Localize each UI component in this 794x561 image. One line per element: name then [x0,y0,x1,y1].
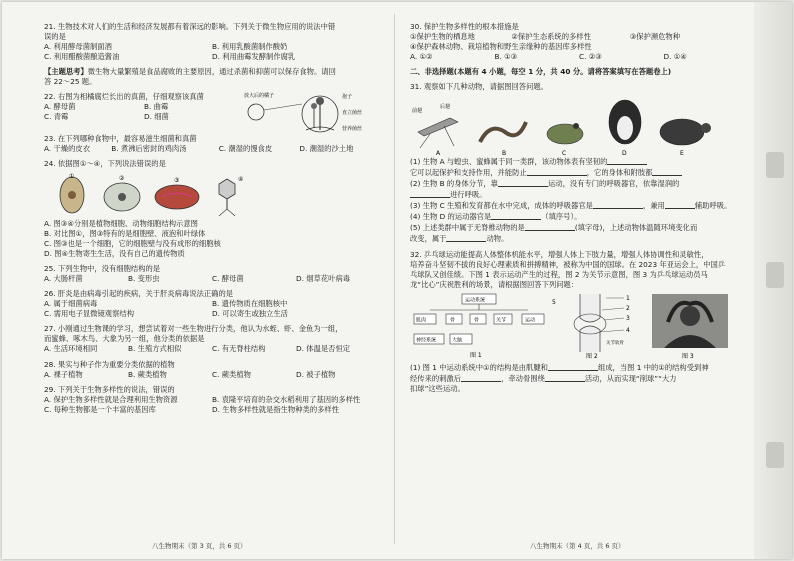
q30-stem: 30. 保护生物多样性的根本措施是 [410,22,519,31]
svg-text:5: 5 [552,298,556,306]
q26-option-a: A. 属于细菌病毒 [44,299,98,309]
figure-3-photo [650,292,732,360]
question-23 [44,134,380,154]
q22-stem: 22. 右图为相橘腐烂长出的真菌，仔细观察该真菌 [44,92,204,102]
q28-stem: 28. 果实与种子作为重要分类依据的植物 [44,359,175,369]
q27-option-d: D. 体温是否恒定 [296,344,351,354]
svg-text:3: 3 [626,314,630,322]
svg-text:2: 2 [626,304,630,312]
q23-option-d: D. 潮湿的沙土地 [299,143,354,153]
question-21 [44,22,380,62]
binding-mark [766,442,784,468]
answer-blank[interactable] [491,211,541,220]
svg-text:肌肉: 肌肉 [416,317,427,324]
q23-stem: 23. 在下列哪种食物中，最容易滋生细菌和真菌 [44,133,197,143]
q31-part1: (1) 生物 A 与蝗虫、蜜蜂属于同一类群，该动物体表有坚韧的 [410,156,748,167]
svg-text:运动: 运动 [525,317,536,324]
q26-stem: 26. 肝炎是由病毒引起的疾病，关于肝炎病毒说法正确的是 [44,289,234,299]
q21-option-d: D. 利用曲霉发酵制作腐乳 [212,52,296,61]
svg-text:骨: 骨 [450,317,456,324]
q31-part5: (5) 上述类群中属于无脊椎动物的是 (填字母)，上述动物体温随环境变化而 [410,223,698,233]
answer-blank[interactable] [545,373,585,382]
cell-label-1: ① [69,172,75,180]
cell-label-4: ④ [238,175,244,183]
q30-option-b: B. ①③ [494,52,518,61]
q31-part2-cont: 进行呼吸。 [410,189,748,200]
q30-item-1: ①保护生物的栖息地 [410,32,475,41]
cells-figure [52,171,252,217]
mold-figure [242,90,382,134]
caption-figure-3: 图 3 [682,352,694,360]
left-page [44,22,380,420]
animal-label-a: A [436,150,441,157]
q31-part4: (4) 生物 D 的运动器官是 （填序号）。 [410,212,582,222]
q31-part1-cont: 它可以起保护和支持作用，并能防止 ，它的身体和附肢都 [410,167,748,178]
q22-option-c: C. 青霉 [44,112,69,122]
binding-mark [766,262,784,288]
q21-option-c: C. 利用醋酸菌酿造酱油 [44,52,120,61]
question-29 [44,385,380,415]
section-two-heading: 二、非选择题(本题有 4 小题，每空 1 分，共 40 分。请将答案填写在答题卷上) [410,67,672,77]
question-25 [44,264,380,284]
q30-option-c: C. ②③ [579,52,602,61]
q30-item-2: ②保护生态系统的多样性 [511,32,591,41]
svg-text:运动系统: 运动系统 [465,297,486,304]
q32-answer-1-cont: 经传来的刺激后 ，牵动骨围绕 活动，从而实现“削球”“大力 [410,373,677,383]
question-28 [44,360,380,380]
q32-stem-1: 32. 乒乓球运动能提高人体整体机能水平，增强人体上下肢力量，增强人体协调性和灵敏性， [410,249,709,259]
q26-option-c: C. 需用电子显微镜观察结构 [44,309,134,319]
q21-option-b: B. 利用乳酸菌制作酸奶 [212,42,288,51]
figure-2-joint [550,292,650,360]
svg-text:神经系统: 神经系统 [416,337,437,344]
topic-label: 【主题思考】 [44,67,88,77]
q25-stem: 25. 下列生物中，没有细胞结构的是 [44,263,161,273]
q29-option-c: C. 每种生物都是一个丰富的基因库 [44,404,156,414]
answer-blank[interactable] [525,222,575,231]
label-forewing: 前翅 [412,108,423,115]
q32-stem-2: 培养奋斗坚韧不拔的良好心理素质和拼搏精神，被称为中国的国球。在 2023 年亚运会上，中国乒 [410,259,726,269]
caption-figure-1: 图 1 [470,351,482,359]
q28-option-a: A. 裸子植物 [44,369,83,379]
exam-sheet [2,2,792,559]
answer-blank[interactable] [548,362,598,371]
topic-text: 微生物大量繁殖是食品腐败的主要原因，通过杀菌和抑菌可以保存食物。请回 [87,67,336,77]
q21-option-a: A. 利用酵母菌制面酒 [44,42,112,51]
q30-option-a: A. ①② [410,52,433,61]
q25-option-c: C. 酵母菌 [212,273,244,283]
q32-answer-1-end: 扣球”这些运动。 [410,383,465,393]
svg-text:骨: 骨 [474,317,480,324]
q28-option-b: B. 蕨类植物 [128,369,167,379]
animal-label-c: C [562,150,567,157]
q23-option-b: B. 煮沸后密封的鸡肉汤 [111,143,187,153]
fig-label-spore: 孢子 [342,94,353,101]
q28-option-d: D. 被子植物 [296,369,336,379]
page-divider [394,14,395,544]
q27-option-a: A. 生活环境相同 [44,344,98,354]
q29-option-d: D. 生物多样性就是指生物种类的多样性 [212,404,340,414]
answer-blank[interactable] [527,167,587,176]
q32-figures [410,292,748,362]
animals-figure [410,92,740,156]
q30-option-d: D. ①④ [663,52,687,61]
q27-stem-cont: 而蜜蜂、啄木鸟、大象为另一组，他分类的依据是 [44,334,205,344]
answer-blank[interactable] [665,200,695,209]
caption-figure-2: 图 2 [586,352,598,360]
question-22 [44,92,380,133]
q25-option-d: D. 烟草花叶病毒 [296,273,351,283]
q27-stem: 27. 小刚通过生物课的学习，想尝试着对一些生物进行分类，他认为水蛭、虾、金鱼为一组， [44,324,343,334]
q29-option-a: A. 保护生物多样性就是合理利用生物资源 [44,394,178,404]
q29-stem: 29. 下列关于生物多样性的说法，错误的 [44,384,175,394]
q29-option-b: B. 袁隆平培育的杂交水稻利用了基因的多样性 [212,394,361,404]
cell-label-2: ② [119,174,125,182]
q31-part2: (2) 生物 B 的身体分节，靠 运动，没有专门的呼吸器官，依靠湿润的 [410,179,680,189]
animal-label-e: E [680,150,684,157]
q27-option-b: B. 生殖方式相似 [128,344,182,354]
binding-edge [754,2,792,559]
topic-intro [44,67,380,87]
q31-part3: (3) 生物 C 生殖和发育都在水中完成，成体的呼吸器官是 ，兼用 辅助呼吸。 [410,201,732,211]
q28-option-c: C. 蕨类植物 [212,369,251,379]
q25-option-b: B. 变形虫 [128,273,160,283]
q32-stem-3: 乓球队又创佳绩。下图 1 表示运动产生的过程，图 2 为关节示意图，图 3 为乒乓球运动员马 [410,269,708,279]
q23-option-a: A. 干燥的皮衣 [44,143,90,153]
label-hindwing: 后翅 [440,104,451,111]
q25-option-a: A. 大肠杆菌 [44,273,83,283]
q23-option-c: C. 潮湿的馒食皮 [218,143,273,153]
q24-option-c: C. 图③也是一个细胞，它的细胞壁与没有成形的细胞核 [44,238,221,248]
question-24 [44,159,380,259]
svg-text:4: 4 [626,326,630,334]
question-27 [44,324,380,354]
q24-option-d: D. 图④生物寄生生活，没有自己的遗传物质 [44,248,185,258]
answer-blank[interactable] [446,233,486,242]
answer-blank[interactable] [410,189,450,198]
q30-item-4: ④保护森林动物、栽培植物和野生亲缘种的基因库多样性 [410,42,592,51]
q31-stem: 31. 观察如下几种动物，请据图回答问题。 [410,82,548,92]
answer-blank[interactable] [607,156,647,165]
q21-stem: 21. 生物技术对人们的生活和经济发展都有着深远的影响。下列关于微生物应用的说法中错 [44,22,336,31]
q24-option-b: B. 对比图①，图③特有的是细胞壁、液泡和叶绿体 [44,228,206,238]
answer-blank[interactable] [652,167,682,176]
q30-item-3: ③保护濒危物种 [629,32,681,41]
q22-option-a: A. 酵母菌 [44,102,76,112]
figure-1-flow [410,292,550,360]
q32-stem-4: 龙“比心”庆祝胜利的场景，请根据图回答下列问题： [410,279,579,289]
q22-option-b: B. 曲霉 [144,102,169,112]
svg-text:关节软骨: 关节软骨 [606,340,624,346]
q22-option-d: D. 细菌 [144,112,169,122]
left-page-footer: 八生物期末（第 3 页，共 6 页） [152,542,247,550]
topic-text-cont: 答 22～25 题。 [44,77,97,87]
question-30 [410,22,748,62]
cell-label-3: ③ [174,176,180,184]
answer-blank[interactable] [498,178,548,187]
q26-option-d: D. 可以寄生或独立生活 [212,309,288,319]
right-page-footer: 八生物期末（第 4 页，共 6 页） [530,542,625,550]
q24-stem: 24. 依据图①～④，下列说法错误的是 [44,158,166,168]
q26-option-b: B. 遗传物质在细胞核中 [212,299,288,309]
animal-label-d: D [622,150,627,157]
animal-label-b: B [502,150,507,157]
q27-option-c: C. 有无脊柱结构 [212,344,266,354]
svg-text:1: 1 [626,294,630,302]
answer-blank[interactable] [461,373,501,382]
question-26 [44,289,380,319]
binding-mark [766,152,784,178]
fig-label-upright: 直立菌丝 [342,110,363,117]
svg-text:关节: 关节 [496,317,507,324]
q21-stem-cont: 误的是 [44,32,66,41]
answer-blank[interactable] [593,200,643,209]
question-31 [410,82,748,244]
right-page [410,22,748,399]
fig-label-orange: 放大后的橘子 [244,93,275,100]
fig-label-nutrient: 营养菌丝 [342,126,363,133]
q31-part5-cont: 改变，属于 动物。 [410,234,509,244]
q32-answer-1: (1) 图 1 中运动系统中①的结构是由肌腱和 组成，当图 1 中的①的结构受到神 [410,362,709,372]
q24-option-a: A. 图③④分别是植物细胞、动物细胞结构示意图 [44,218,198,228]
question-32 [410,250,748,394]
svg-text:大脑: 大脑 [452,337,463,344]
